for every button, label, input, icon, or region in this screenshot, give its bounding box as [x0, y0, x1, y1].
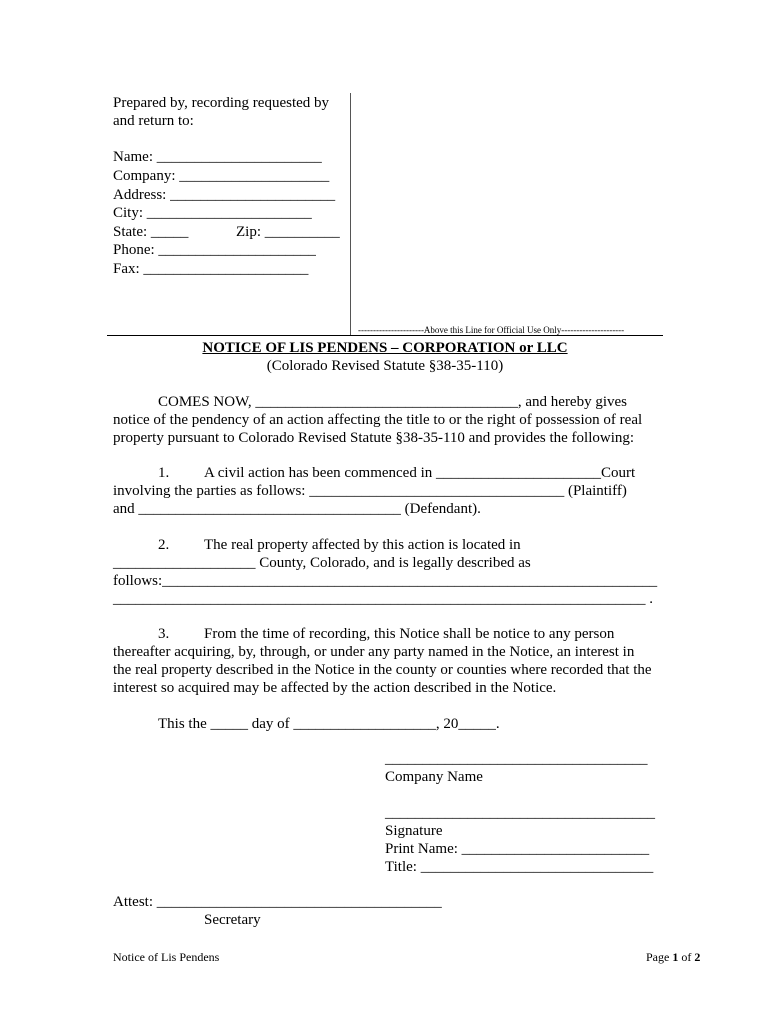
company-signature-line: ___________________________________: [385, 751, 648, 767]
attest-line: Attest: ______________________________________: [113, 894, 442, 910]
phone-field: Phone: _____________________: [113, 242, 316, 258]
prepared-by-line1: Prepared by, recording requested by: [113, 95, 330, 111]
footer-page-number: [646, 950, 700, 964]
fax-field: Fax: ______________________: [113, 261, 309, 277]
print-name-field: Print Name: _________________________: [385, 841, 650, 857]
page-title-text: NOTICE OF LIS PENDENS – CORPORATION or LLC: [202, 340, 568, 356]
secretary-label: Secretary: [204, 912, 261, 928]
page-total: 2: [694, 950, 701, 964]
signature-line: ____________________________________: [385, 805, 655, 821]
header-divider-horizontal: [107, 335, 663, 336]
intro-line1: COMES NOW, ___________________________________, and hereby gives: [158, 394, 628, 410]
page-subtitle: (Colorado Revised Statute §38-35-110): [266, 358, 504, 374]
company-field: Company: ____________________: [113, 168, 330, 184]
prepared-by-line2: and return to:: [113, 113, 194, 129]
item3-line2: thereafter acquiring, by, through, or under any party named in the Notice, an interest in: [113, 644, 635, 660]
item2-number: 2.: [158, 537, 170, 553]
item1-line2: involving the parties as follows: __________________________________ (Plaintiff): [113, 483, 627, 499]
item3-number: 3.: [158, 626, 170, 642]
header-divider-vertical: [350, 93, 351, 336]
name-field: Name: ______________________: [113, 149, 322, 165]
page-title: [107, 339, 663, 357]
page-of: of: [678, 950, 695, 964]
address-field: Address: ______________________: [113, 187, 336, 203]
signer-title-field: Title: _______________________________: [385, 859, 654, 875]
item1-line3: and ___________________________________ (Defendant).: [113, 501, 481, 517]
item2-line2: ___________________ County, Colorado, and is legally described as: [113, 555, 531, 571]
dated-line: This the _____ day of ___________________, 20_____.: [158, 716, 500, 732]
official-use-note: ----------------------Above this Line for Official Use Only---------------------: [358, 325, 625, 335]
city-field: City: ______________________: [113, 205, 312, 221]
item2-line4: _______________________________________________________________________ .: [113, 591, 653, 607]
item2-line3: follows:__________________________________________________________________: [113, 573, 658, 589]
item2-line1: The real property affected by this action is located in: [204, 537, 521, 553]
item3-line3: the real property described in the Notice in the county or counties where recorded that the: [113, 662, 652, 678]
page-prefix: Page: [646, 950, 673, 964]
intro-line3: property pursuant to Colorado Revised Statute §38-35-110 and provides the following:: [113, 430, 635, 446]
footer-document-name: Notice of Lis Pendens: [113, 950, 220, 964]
state-field: State: _____: [113, 224, 189, 240]
page-current: 1: [672, 950, 679, 964]
company-name-label: Company Name: [385, 769, 483, 785]
item1-number: 1.: [158, 465, 170, 481]
item3-line1: From the time of recording, this Notice shall be notice to any person: [204, 626, 615, 642]
item1-line1: A civil action has been commenced in ______________________Court: [204, 465, 636, 481]
signature-label: Signature: [385, 823, 443, 839]
item3-line4: interest so acquired may be affected by the action described in the Notice.: [113, 680, 557, 696]
zip-field: Zip: __________: [236, 224, 340, 240]
intro-line2: notice of the pendency of an action affecting the title to or the right of possession of real: [113, 412, 643, 428]
